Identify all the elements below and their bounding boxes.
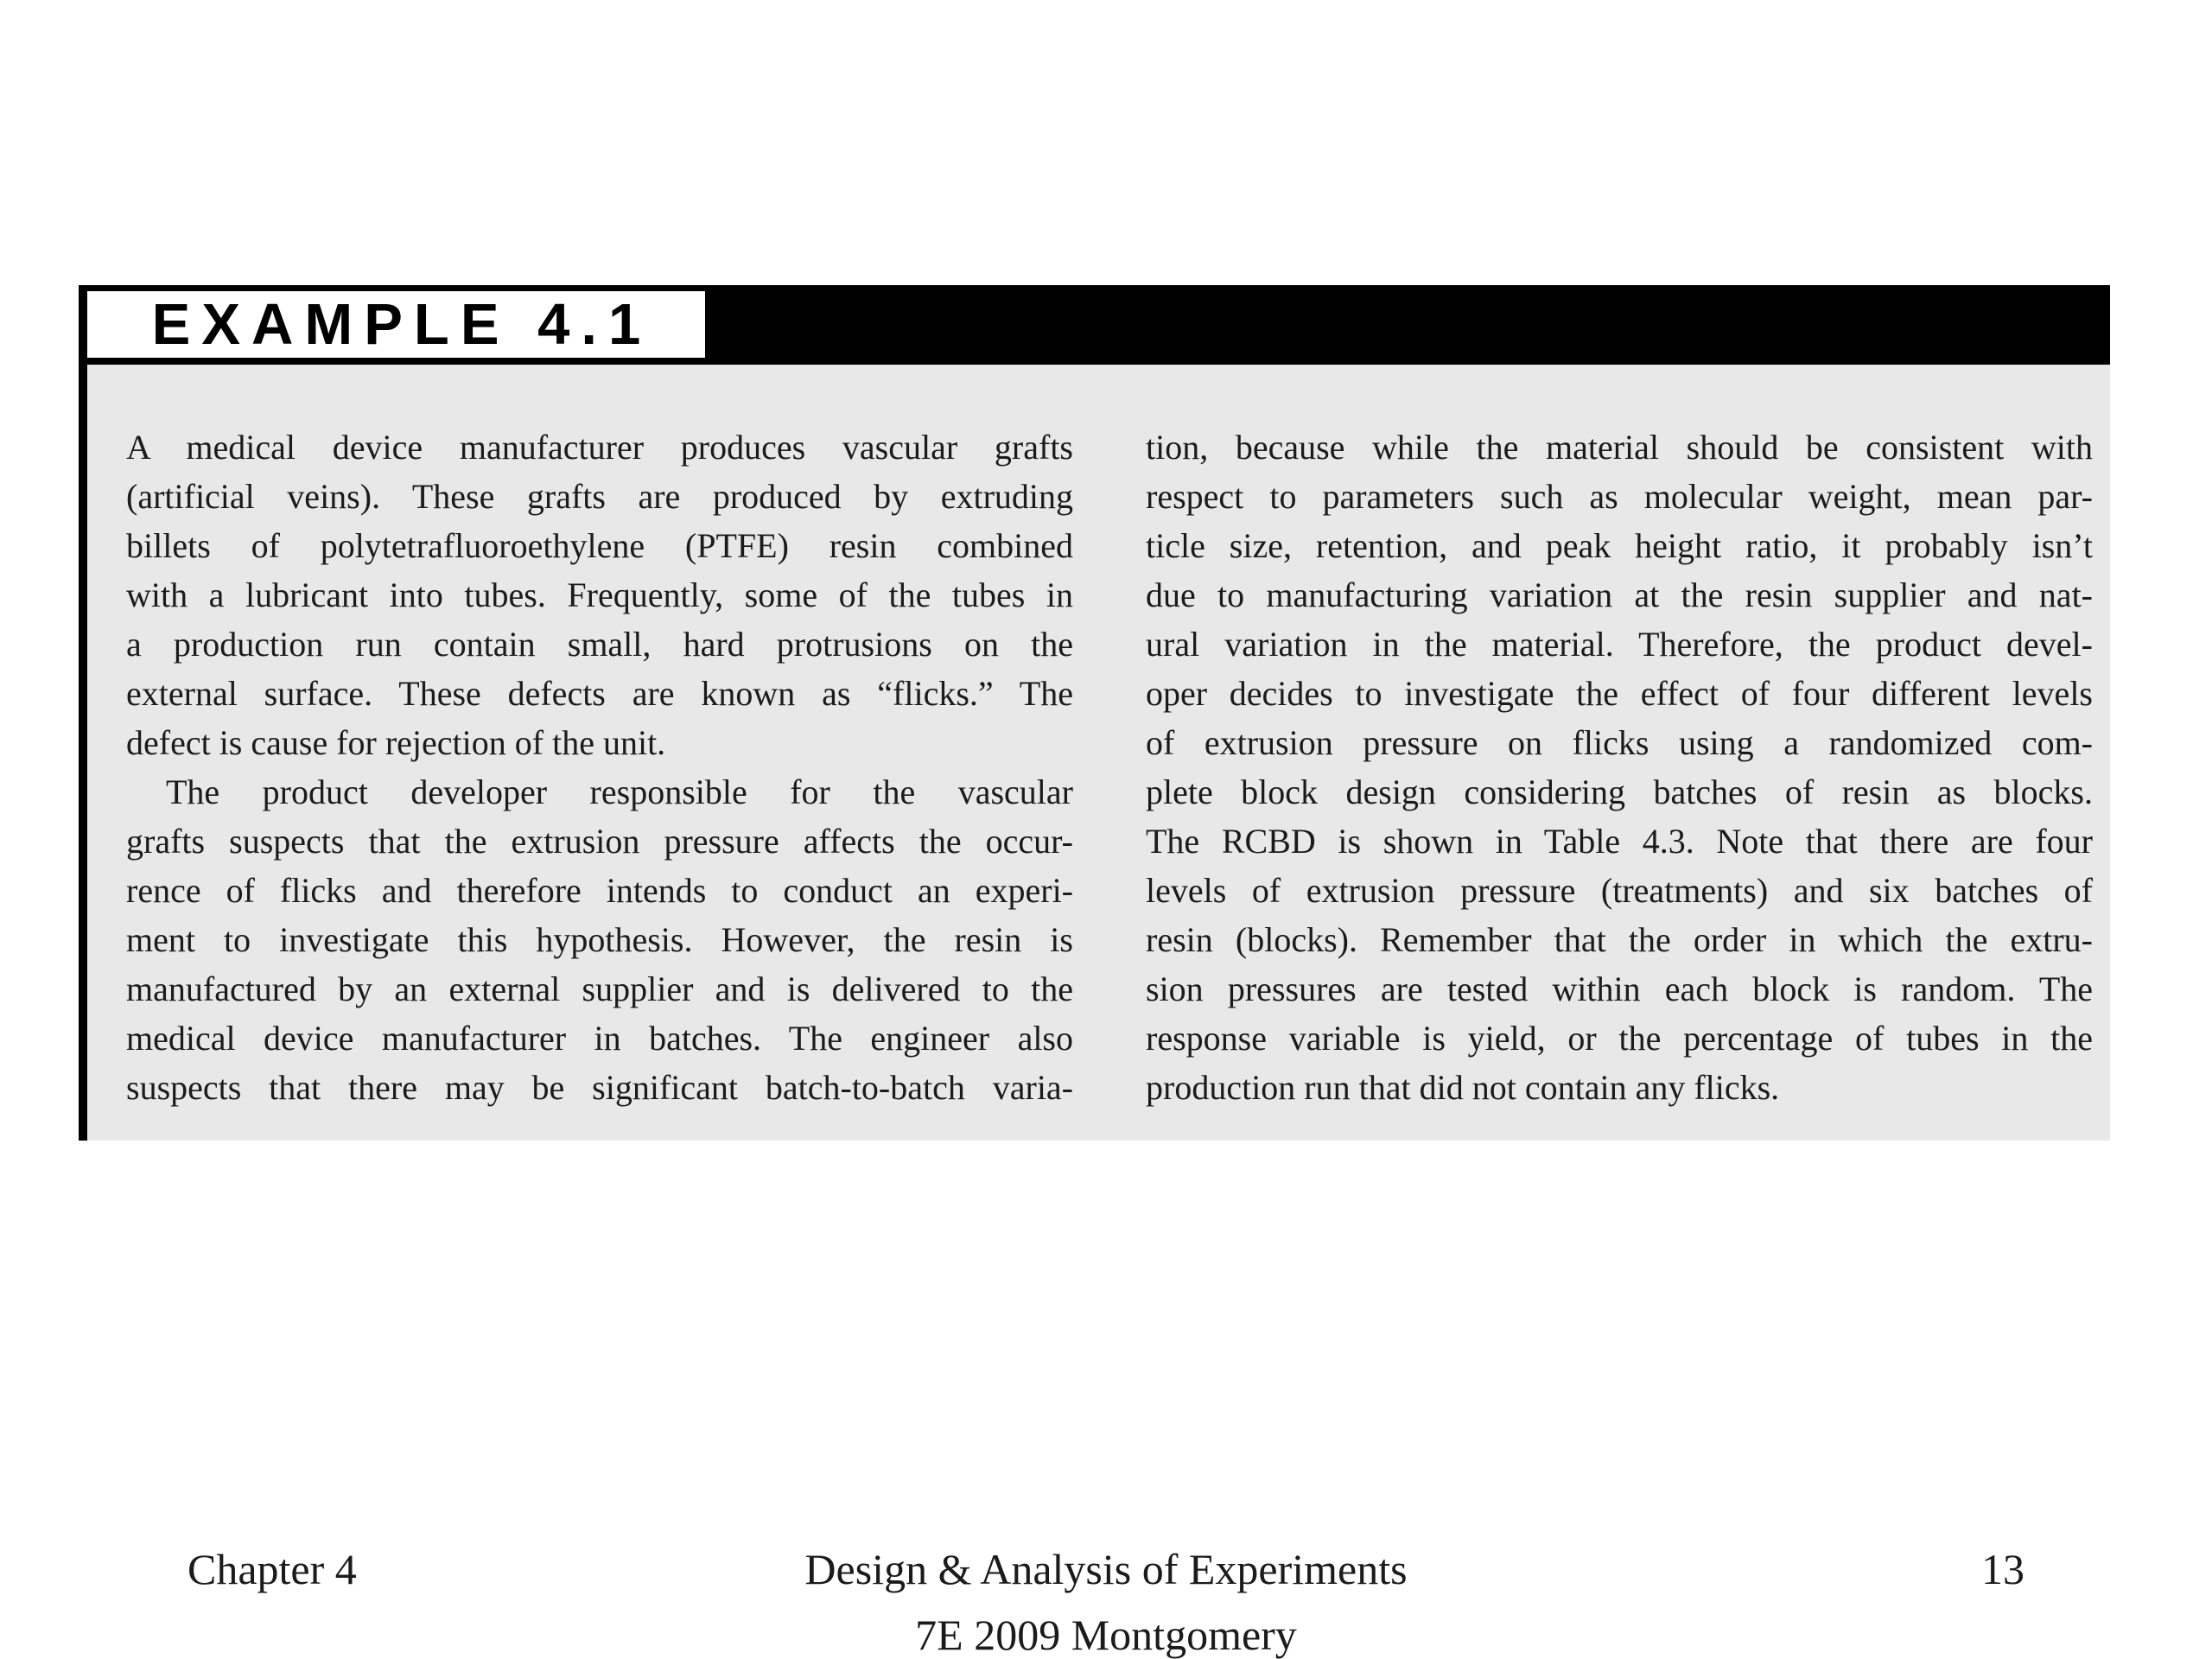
text-line: A medical device manufacturer produces vascular grafts [126, 428, 1073, 467]
text-line: grafts suspects that the extrusion pressure affects the occur- [126, 822, 1073, 861]
text-line: plete block design considering batches of resin as blocks. [1146, 772, 2093, 811]
text-line: production run that did not contain any flicks. [1146, 1068, 1780, 1107]
text-line: ment to investigate this hypothesis. However, the resin is [126, 920, 1073, 959]
text-line: external surface. These defects are known as “flicks.” The [126, 674, 1073, 713]
footer-book-title: Design & Analysis of Experiments [804, 1545, 1408, 1593]
text-line: tion, because while the material should be consistent with [1146, 428, 2093, 467]
text-line: The product developer responsible for the vascular [166, 772, 1073, 811]
text-line: with a lubricant into tubes. Frequently, some of the tubes in [126, 575, 1073, 614]
example-header [87, 285, 2110, 365]
footer-page-number: 13 [1981, 1545, 2024, 1593]
text-line: response variable is yield, or the percentage of tubes in the [1146, 1019, 2093, 1058]
text-line: resin (blocks). Remember that the order in which the extru- [1146, 920, 2093, 959]
text-line: suspects that there may be significant batch-to-batch varia- [126, 1068, 1073, 1107]
left-column [126, 423, 1073, 1141]
footer-edition: 7E 2009 Montgomery [915, 1611, 1297, 1659]
text-line: ticle size, retention, and peak height ratio, it probably isn’t [1146, 526, 2093, 565]
footer-book-info [0, 1536, 2212, 1659]
text-line: (artificial veins). These grafts are produced by extruding [126, 477, 1073, 516]
example-body [87, 365, 2110, 1141]
text-line: defect is cause for rejection of the unit. [126, 723, 666, 762]
text-line: sion pressures are tested within each block is random. The [1146, 969, 2093, 1008]
text-line: medical device manufacturer in batches. The engineer also [126, 1019, 1073, 1058]
example-label-tab [87, 285, 711, 365]
left-rule [79, 285, 87, 1141]
text-line: The RCBD is shown in Table 4.3. Note that there are four [1146, 822, 2093, 861]
footer-chapter: Chapter 4 [188, 1545, 357, 1593]
text-line: manufactured by an external supplier and is delivered to the [126, 969, 1073, 1008]
text-line: a production run contain small, hard protrusions on the [126, 625, 1073, 664]
text-line: respect to parameters such as molecular weight, mean par- [1146, 477, 2093, 516]
text-line: oper decides to investigate the effect of four different levels [1146, 674, 2093, 713]
right-column [1146, 423, 2093, 1141]
text-line: due to manufacturing variation at the resin supplier and nat- [1146, 575, 2093, 614]
text-line: billets of polytetrafluoroethylene (PTFE) resin combined [126, 526, 1073, 565]
example-label: EXAMPLE 4.1 [151, 292, 652, 357]
text-line: of extrusion pressure on flicks using a randomized com- [1146, 723, 2093, 762]
header-black-bar [711, 285, 2110, 365]
text-line: levels of extrusion pressure (treatments) and six batches of [1146, 871, 2093, 910]
text-line: ural variation in the material. Therefore, the product devel- [1146, 625, 2093, 664]
text-line: rence of flicks and therefore intends to conduct an experi- [126, 871, 1073, 910]
